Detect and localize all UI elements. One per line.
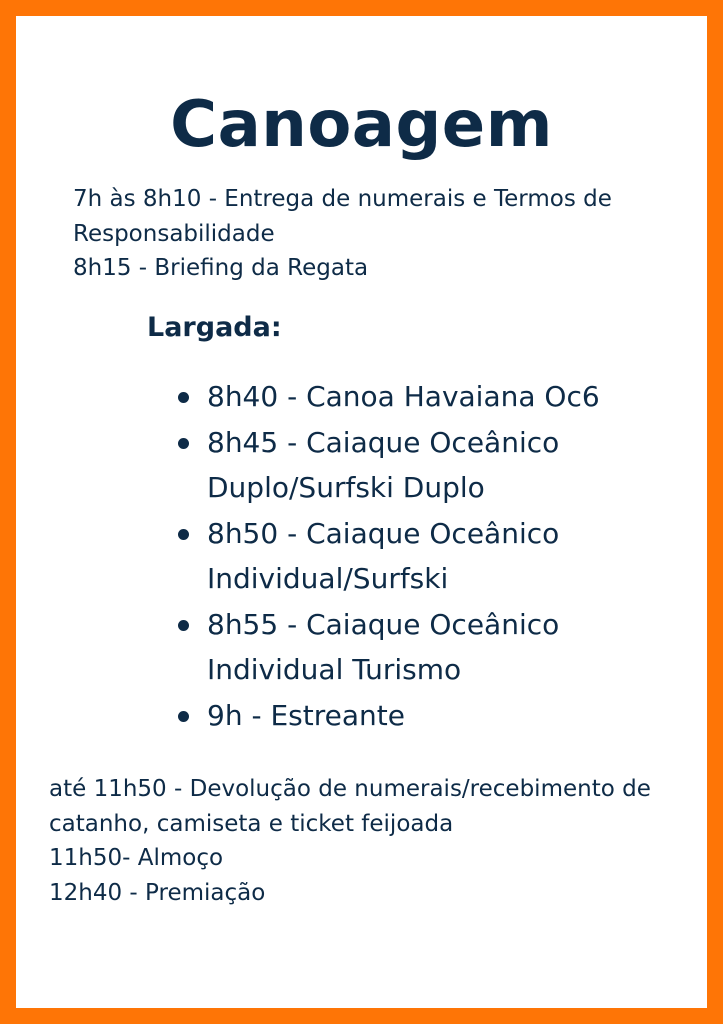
race-start-text: 8h40 - Canoa Havaiana Oc6 [207,380,600,413]
bullet-icon [178,438,189,449]
intro-line-briefing: 8h15 - Briefing da Regata [73,255,369,281]
closing-schedule [49,772,699,910]
intro-line-registration: 7h às 8h10 - Entrega de numerais e Termos de Responsabilidade [73,186,612,247]
race-start-item [164,374,644,420]
outro-line-lunch: 11h50- Almoço [49,845,224,871]
bullet-icon [178,620,189,631]
race-start-text: 8h55 - Caiaque Oceânico Individual Turismo [207,607,560,686]
page-title: Canoagem [170,88,553,162]
race-start-list [164,374,644,738]
bullet-icon [178,392,189,403]
largada-heading: Largada: [147,312,282,343]
race-start-text: 8h45 - Caiaque Oceânico Duplo/Surfski Duplo [207,425,560,504]
outro-line-return: até 11h50 - Devolução de numerais/recebimento de catanho, camiseta e ticket feijoada [49,776,651,837]
race-start-text: 8h50 - Caiaque Oceânico Individual/Surfski [207,516,560,595]
race-start-item [164,511,644,602]
bullet-icon [178,711,189,722]
race-start-text: 9h - Estreante [207,698,405,732]
race-start-item [164,602,644,693]
bullet-icon [178,529,189,540]
race-start-item [164,420,644,511]
outro-line-awards: 12h40 - Premiação [49,879,266,906]
race-start-item [164,693,644,739]
intro-schedule [73,182,673,286]
